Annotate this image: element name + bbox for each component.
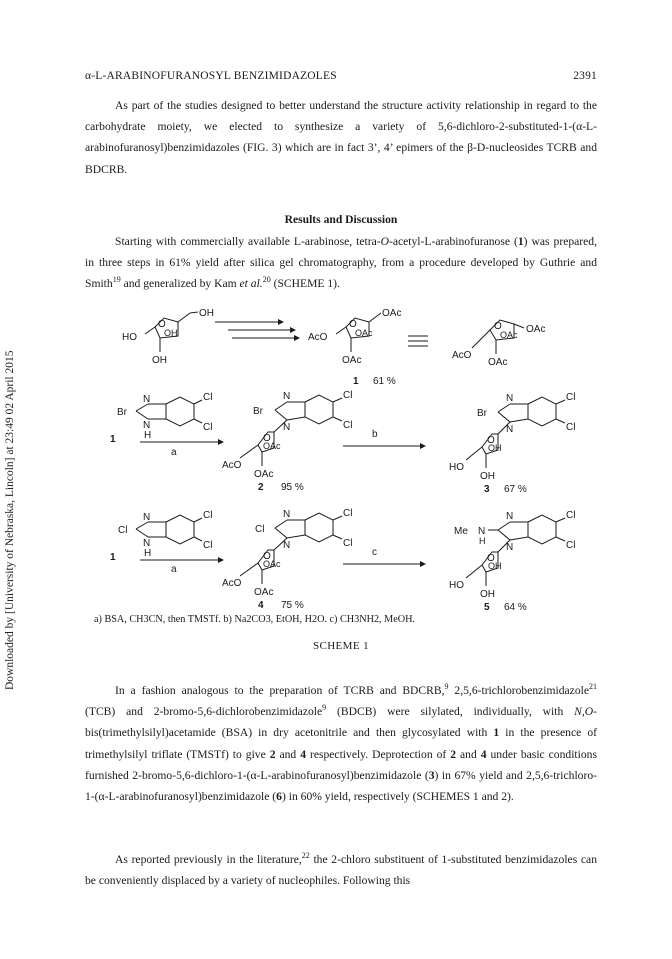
step-a-label-2: a xyxy=(171,564,177,575)
svg-text:OAc: OAc xyxy=(254,587,274,598)
svg-text:O: O xyxy=(494,321,502,332)
arrow-a-2 xyxy=(140,557,224,563)
methyl-label: Me xyxy=(454,526,468,537)
compound-2-label: 2 xyxy=(258,482,264,493)
compound-1-label: 1 xyxy=(353,376,359,387)
svg-text:Br: Br xyxy=(117,407,127,418)
step-a-label-1: a xyxy=(171,447,177,458)
svg-text:OH: OH xyxy=(480,589,495,600)
svg-text:AcO: AcO xyxy=(452,350,472,361)
compound-3-label: 3 xyxy=(484,484,490,495)
svg-text:N: N xyxy=(283,391,291,402)
svg-text:Cl: Cl xyxy=(203,510,213,521)
scheme-title: SCHEME 1 xyxy=(312,640,370,652)
svg-text:1: 1 xyxy=(110,552,116,563)
svg-text:Br: Br xyxy=(253,406,263,417)
arabinose-ho-label: HO xyxy=(122,332,137,343)
compound-5-label: 5 xyxy=(484,602,490,613)
svg-text:AcO: AcO xyxy=(222,578,242,589)
svg-text:Cl: Cl xyxy=(203,392,213,403)
results-paragraph-2: In a fashion analogous to the preparation of TCRB and BDCRB,$^9$ 2,5,6-trichlorobenzimidazole$^{21}$ (TCB) and 2-bromo-5,6-dichlorobenzimidazole$^9$ (BDCB) were silylated, individually, with N,O-bis(trimethylsilyl)acetamide (BSA) in dry acetonitrile and then glycosylated with 1 in the presence of trimethylsilyl triflate (TMSTf) to give 2 and 4 respectively. Deprotection of 2 and 4 under basic conditions furnished 2-bromo-5,6-dichloro-1-(α-L-arabinofuranosyl)benzimidazole (3) in 67% yield and 2,5,6-trichloro-1-(α-L-arabinofuranosyl)benzimidazole (6) in 60% yield, respectively (SCHEMES 1 and 2). xyxy=(85,682,597,804)
svg-text:OAc: OAc xyxy=(254,469,274,480)
svg-text:Cl: Cl xyxy=(566,392,576,403)
svg-text:N: N xyxy=(283,422,291,433)
svg-text:OAc: OAc xyxy=(263,559,281,569)
arabinose-bottom-oh-label: OH xyxy=(152,355,167,366)
svg-text:H: H xyxy=(144,430,152,441)
svg-text:N: N xyxy=(143,420,151,431)
arrow-b xyxy=(343,443,426,449)
svg-text:HO: HO xyxy=(449,580,464,591)
svg-text:H: H xyxy=(479,536,486,546)
scheme-footnote: a) BSA, CH3CN, then TMSTf. b) Na2CO3, EtOH, H2O. c) CH3NH2, MeOH. xyxy=(94,614,415,625)
svg-text:OAc: OAc xyxy=(263,441,281,451)
svg-text:Cl: Cl xyxy=(118,525,128,536)
svg-text:H: H xyxy=(144,548,152,559)
arrow-c xyxy=(343,561,426,567)
compound-2-yield: 95 % xyxy=(281,482,304,493)
svg-text:N: N xyxy=(506,393,514,404)
section-title: Results and Discussion xyxy=(284,213,398,226)
svg-text:OAc: OAc xyxy=(382,308,402,319)
svg-text:OH: OH xyxy=(488,443,502,453)
svg-text:Cl: Cl xyxy=(566,540,576,551)
arabinose-ring-oh-label: OH xyxy=(164,328,178,338)
compound-5-yield: 64 % xyxy=(504,602,527,613)
svg-text:O: O xyxy=(487,435,495,446)
svg-text:OH: OH xyxy=(488,561,502,571)
svg-text:OAc: OAc xyxy=(342,355,362,366)
arabinose-oh-label: OH xyxy=(199,308,214,319)
step-c-label: c xyxy=(372,547,377,558)
svg-text:OAc: OAc xyxy=(500,330,518,340)
svg-text:OAc: OAc xyxy=(355,328,373,338)
page-number: 2391 xyxy=(573,70,597,82)
step-b-label: b xyxy=(372,429,378,440)
svg-text:Cl: Cl xyxy=(343,420,353,431)
svg-text:Cl: Cl xyxy=(343,538,353,549)
svg-text:Br: Br xyxy=(477,408,487,419)
compound-4-yield: 75 % xyxy=(281,600,304,611)
svg-text:Cl: Cl xyxy=(566,510,576,521)
svg-text:N: N xyxy=(478,526,486,537)
equivalence-sign xyxy=(408,336,428,346)
svg-text:N: N xyxy=(506,542,514,553)
compound-3-yield: 67 % xyxy=(504,484,527,495)
compound-1-yield: 61 % xyxy=(373,376,396,387)
download-sidebar: Downloaded by [University of Nebraska, Lincoln] at 23:49 02 April 2015 xyxy=(4,350,16,690)
svg-text:N: N xyxy=(283,540,291,551)
svg-text:O: O xyxy=(263,433,271,444)
results-paragraph-3: As reported previously in the literature,$^{22}$ the 2-chloro substituent of 1-substituted benzimidazoles can be conveniently displaced by a variety of nucleophiles. Following this xyxy=(85,851,597,888)
svg-text:Cl: Cl xyxy=(203,422,213,433)
svg-text:1: 1 xyxy=(110,434,116,445)
svg-text:N: N xyxy=(143,538,151,549)
three-step-arrows xyxy=(215,319,300,341)
svg-text:O: O xyxy=(487,553,495,564)
svg-text:Cl: Cl xyxy=(343,390,353,401)
svg-text:OAc: OAc xyxy=(488,357,508,368)
svg-text:Cl: Cl xyxy=(255,524,265,535)
arabinose-o-label: O xyxy=(158,319,166,330)
svg-text:N: N xyxy=(506,424,514,435)
svg-text:O: O xyxy=(263,551,271,562)
svg-text:OAc: OAc xyxy=(526,324,546,335)
svg-text:Cl: Cl xyxy=(566,422,576,433)
svg-text:O: O xyxy=(349,319,357,330)
intro-paragraph: As part of the studies designed to better understand the structure activity relationship in regard to the carbohydrate moiety, we elected to synthesize a variety of 5,6-dichloro-2-substituted-1-(α-L-arabinofuranosyl)benzimidazoles (FIG. 3) which are in fact 3’, 4’ epimers of the β-D-nucleosides TCRB and BDCRB. xyxy=(85,99,597,176)
svg-text:HO: HO xyxy=(449,462,464,473)
svg-text:Cl: Cl xyxy=(203,540,213,551)
svg-text:N: N xyxy=(506,511,514,522)
arrow-a-1 xyxy=(140,439,224,445)
running-title: α-L-ARABINOFURANOSYL BENZIMIDAZOLES xyxy=(85,70,337,82)
svg-text:N: N xyxy=(143,394,151,405)
svg-text:AcO: AcO xyxy=(222,460,242,471)
results-paragraph-1: Starting with commercially available L-arabinose, tetra-O-acetyl-L-arabinofuranose (1) was prepared, in three steps in 61% yield after silica gel chromatography, from a procedure developed by Guthrie and Smith$^{19}$ and generalized by Kam et al.$^{20}$ (SCHEME 1). xyxy=(85,235,598,291)
svg-text:OH: OH xyxy=(480,471,495,482)
svg-text:N: N xyxy=(143,512,151,523)
svg-text:Cl: Cl xyxy=(343,508,353,519)
svg-text:N: N xyxy=(283,509,291,520)
svg-text:AcO: AcO xyxy=(308,332,328,343)
compound-4-label: 4 xyxy=(258,600,264,611)
